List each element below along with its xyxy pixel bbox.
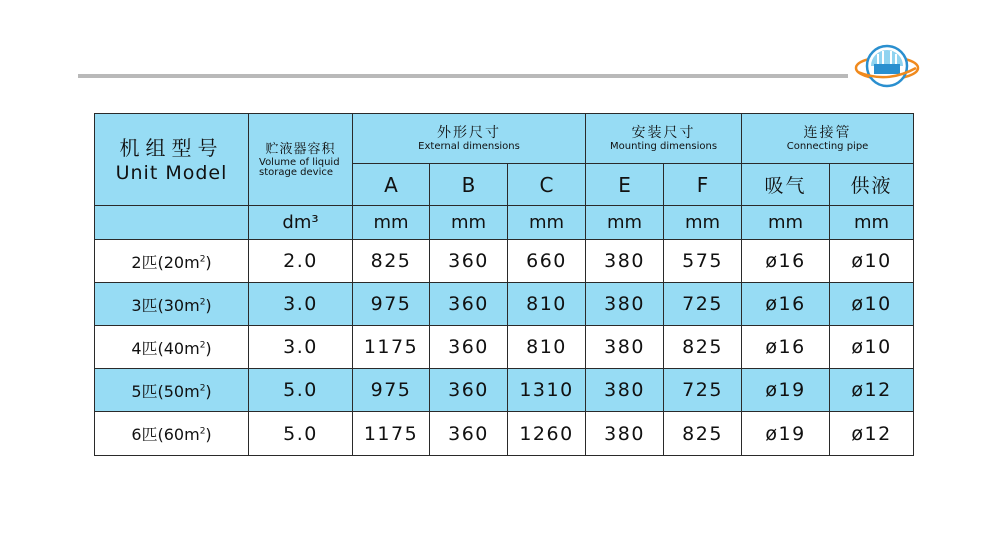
volume-cell: 3.0 <box>249 283 353 326</box>
table-row <box>95 283 914 326</box>
mounting-dimensions-header <box>586 114 742 164</box>
a-cell: 1175 <box>353 412 430 456</box>
model-suffix: ) <box>205 295 212 315</box>
f-cell: 725 <box>664 283 742 326</box>
unit-mm-b: mm <box>430 206 508 240</box>
model-cell <box>95 240 249 283</box>
external-en: External dimensions <box>418 141 520 152</box>
suction-cell: ø16 <box>742 326 830 369</box>
a-cell: 975 <box>353 369 430 412</box>
c-cell: 1310 <box>508 369 586 412</box>
e-cell: 380 <box>586 412 664 456</box>
model-label: 6匹(60m <box>131 425 200 444</box>
volume-zh: 贮液器容积 <box>265 141 336 157</box>
connecting-zh: 连接管 <box>803 125 852 141</box>
connecting-pipe-header <box>742 114 914 164</box>
col-e-header: E <box>586 164 664 206</box>
external-zh: 外形尺寸 <box>437 125 502 141</box>
a-cell: 1175 <box>353 326 430 369</box>
e-cell: 380 <box>586 326 664 369</box>
model-suffix: ) <box>205 425 212 444</box>
c-cell: 1260 <box>508 412 586 456</box>
external-dimensions-header <box>353 114 586 164</box>
supply-cell: ø10 <box>830 326 914 369</box>
e-cell: 380 <box>586 240 664 283</box>
unit-model-zh: 机组型号 <box>119 135 224 160</box>
suction-header: 吸气 <box>742 164 830 206</box>
mounting-en: Mounting dimensions <box>610 141 718 152</box>
company-logo-icon <box>852 38 922 96</box>
model-suffix: ) <box>205 338 212 358</box>
suction-cell: ø19 <box>742 412 830 456</box>
col-b-header: B <box>430 164 508 206</box>
a-cell: 825 <box>353 240 430 283</box>
col-f-header: F <box>664 164 742 206</box>
model-cell <box>95 283 249 326</box>
volume-en-line1: Volume of liquid <box>259 156 340 168</box>
model-cell <box>95 326 249 369</box>
f-cell: 575 <box>664 240 742 283</box>
unit-mm-f: mm <box>664 206 742 240</box>
col-a-header: A <box>353 164 430 206</box>
suction-cell: ø19 <box>742 369 830 412</box>
model-cell <box>95 412 249 456</box>
b-cell: 360 <box>430 369 508 412</box>
e-cell: 380 <box>586 283 664 326</box>
unit-row <box>95 206 914 240</box>
supply-cell: ø12 <box>830 369 914 412</box>
model-sup: 2 <box>199 254 206 265</box>
model-sup: 2 <box>199 426 206 437</box>
model-sup: 2 <box>199 340 206 351</box>
connecting-en: Connecting pipe <box>786 141 869 152</box>
unit-mm-supply: mm <box>830 206 914 240</box>
volume-cell: 2.0 <box>249 240 353 283</box>
e-cell: 380 <box>586 369 664 412</box>
b-cell: 360 <box>430 283 508 326</box>
f-cell: 825 <box>664 326 742 369</box>
unit-mm-suction: mm <box>742 206 830 240</box>
suction-cell: ø16 <box>742 283 830 326</box>
model-unit-cell <box>95 206 249 240</box>
model-suffix: ) <box>205 252 212 272</box>
volume-cell: 3.0 <box>249 326 353 369</box>
model-cell <box>95 369 249 412</box>
model-label: 5匹(50m <box>131 381 200 401</box>
c-cell: 810 <box>508 326 586 369</box>
supply-header: 供液 <box>830 164 914 206</box>
f-cell: 825 <box>664 412 742 456</box>
volume-unit: dm³ <box>249 206 353 240</box>
unit-mm-c: mm <box>508 206 586 240</box>
model-sup: 2 <box>199 297 206 308</box>
unit-model-header <box>95 114 249 206</box>
col-c-header: C <box>508 164 586 206</box>
c-cell: 660 <box>508 240 586 283</box>
volume-cell: 5.0 <box>249 412 353 456</box>
model-label: 3匹(30m <box>131 295 200 315</box>
table-row <box>95 326 914 369</box>
c-cell: 810 <box>508 283 586 326</box>
header-rule <box>78 74 848 78</box>
volume-header <box>249 114 353 206</box>
table-row <box>95 369 914 412</box>
supply-cell: ø12 <box>830 412 914 456</box>
header-row-1 <box>95 114 914 164</box>
supply-cell: ø10 <box>830 283 914 326</box>
model-sup: 2 <box>199 383 206 394</box>
table-row <box>95 240 914 283</box>
supply-cell: ø10 <box>830 240 914 283</box>
unit-mm-e: mm <box>586 206 664 240</box>
table-row <box>95 412 914 456</box>
mounting-zh: 安装尺寸 <box>631 125 696 141</box>
f-cell: 725 <box>664 369 742 412</box>
model-label: 4匹(40m <box>131 338 200 358</box>
volume-en-line2: storage device <box>259 166 334 178</box>
b-cell: 360 <box>430 412 508 456</box>
model-label: 2匹(20m <box>131 252 200 272</box>
suction-cell: ø16 <box>742 240 830 283</box>
unit-mm-a: mm <box>353 206 430 240</box>
b-cell: 360 <box>430 240 508 283</box>
a-cell: 975 <box>353 283 430 326</box>
volume-cell: 5.0 <box>249 369 353 412</box>
b-cell: 360 <box>430 326 508 369</box>
model-suffix: ) <box>205 381 212 401</box>
unit-model-en: Unit Model <box>115 161 228 184</box>
unit-spec-table <box>94 113 914 456</box>
